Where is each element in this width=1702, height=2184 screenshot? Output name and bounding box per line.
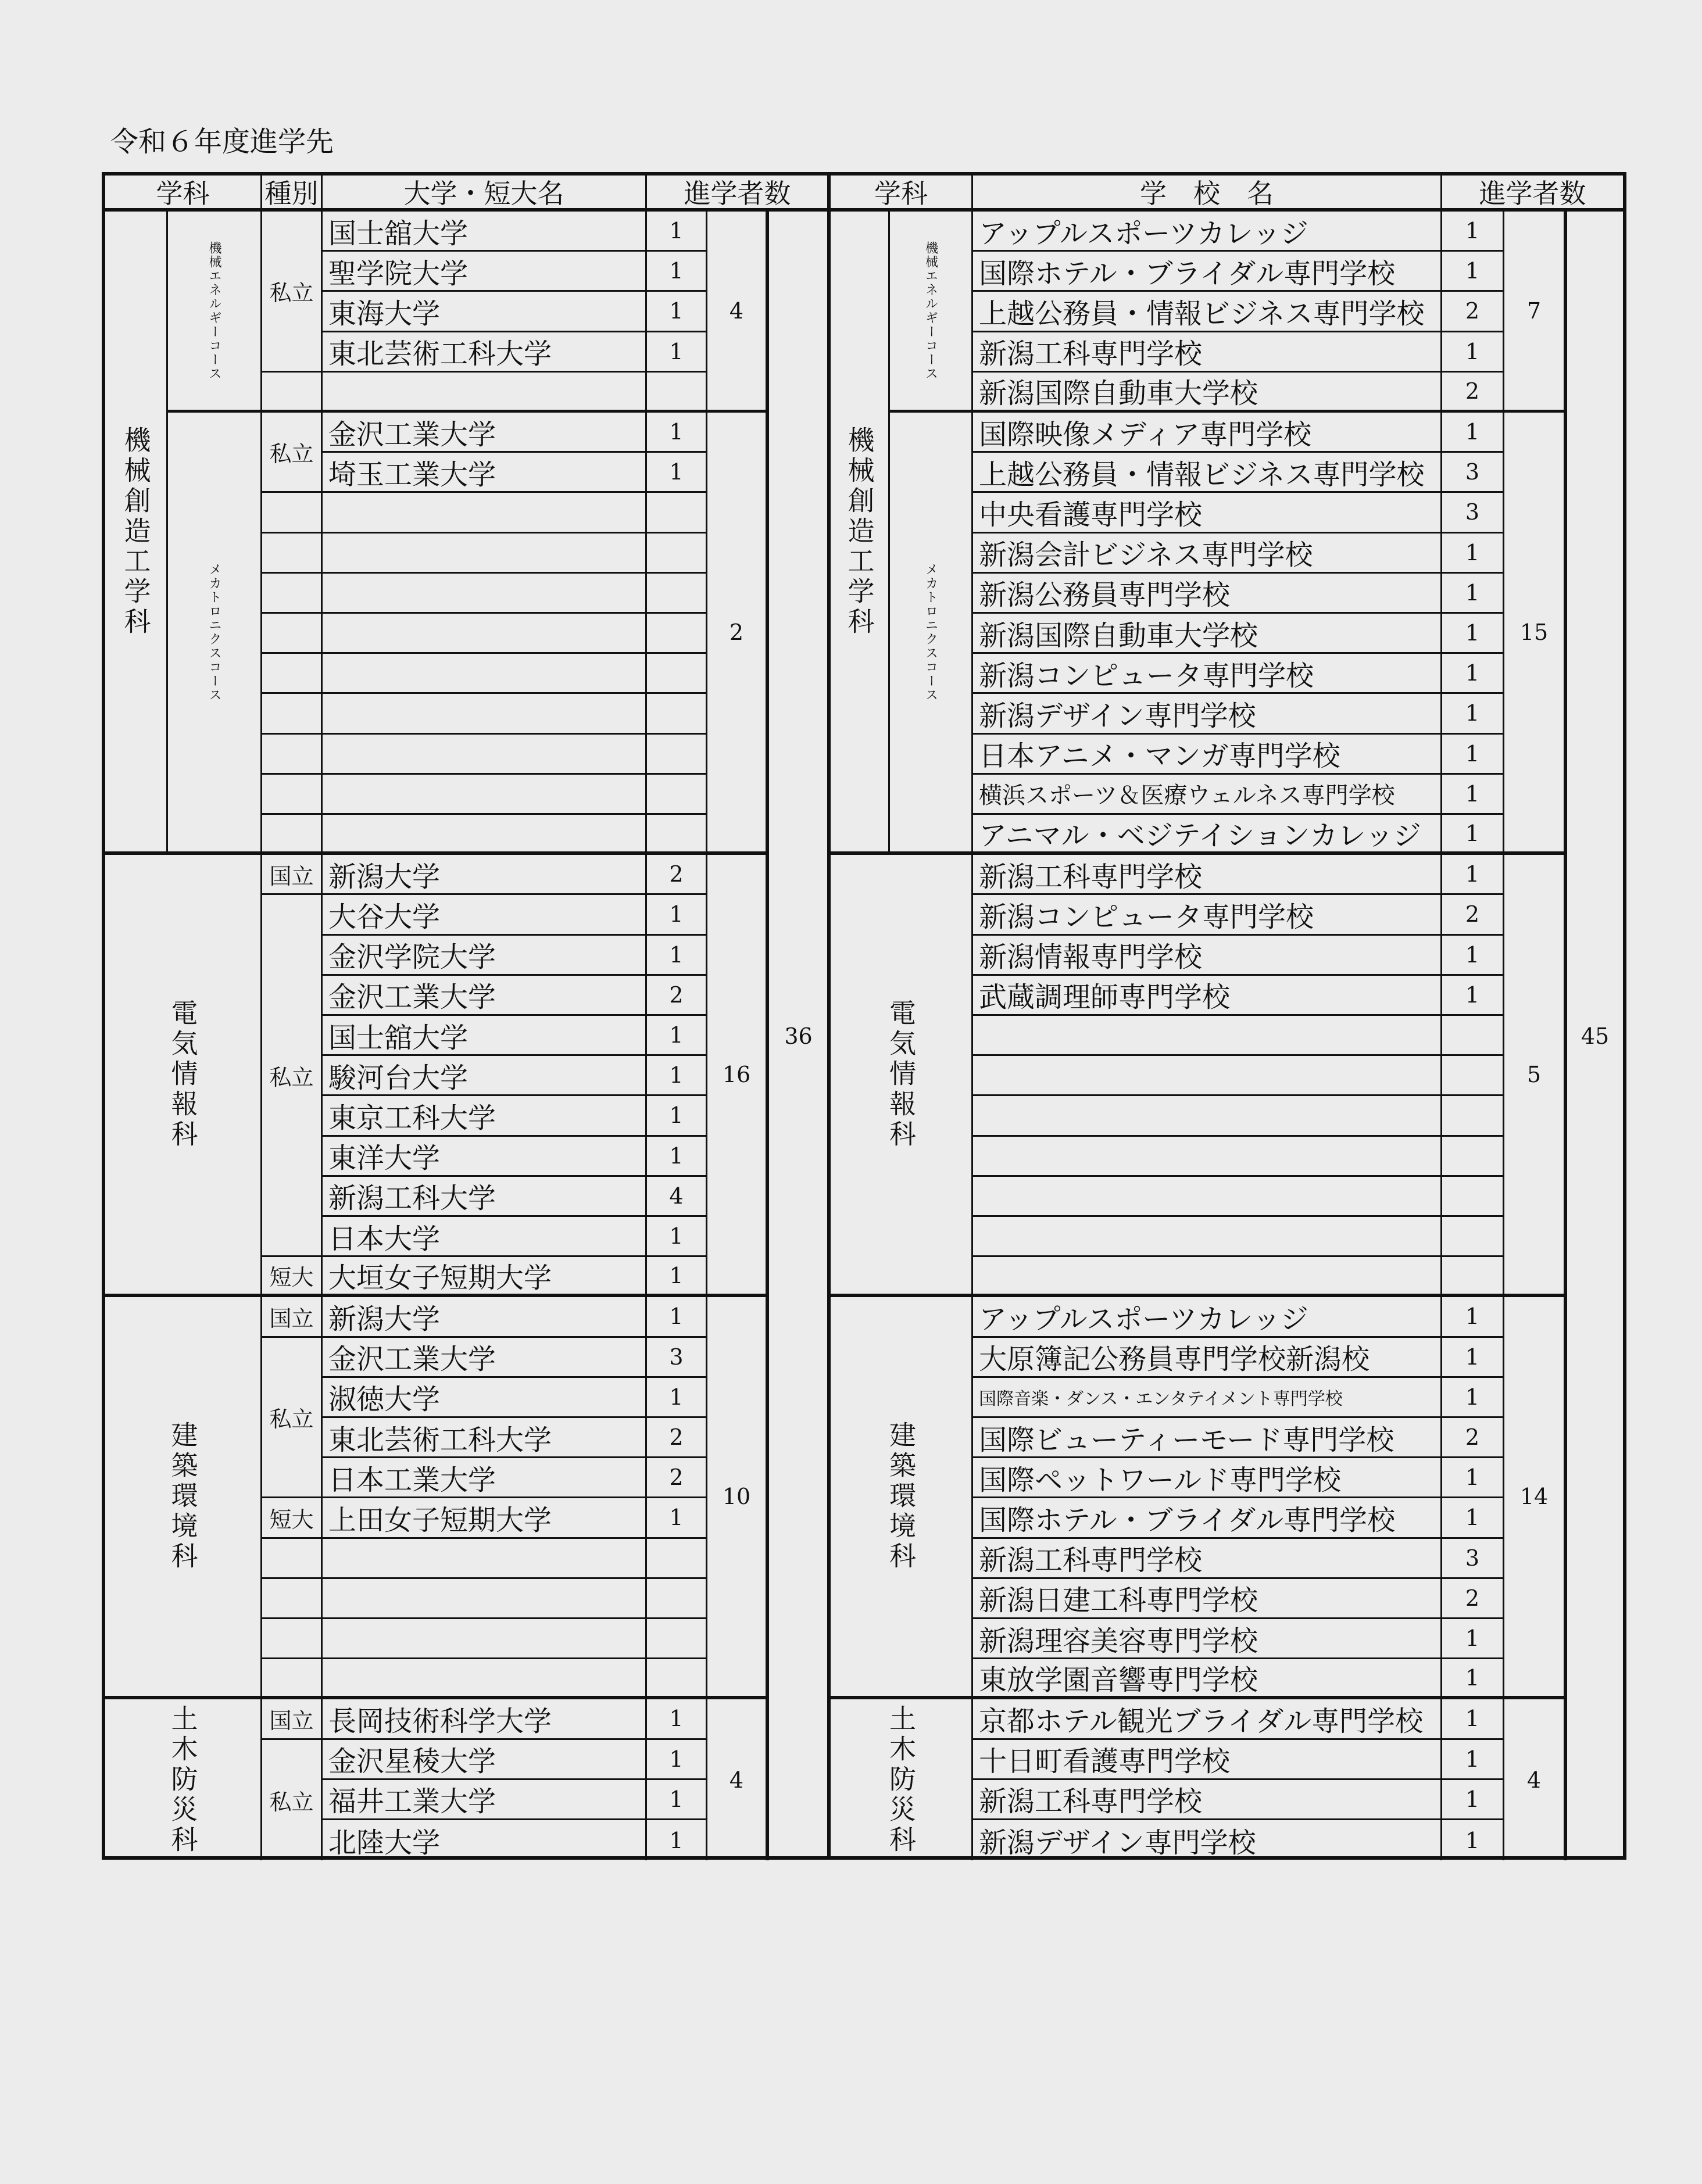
school-name: アップルスポーツカレッジ (973, 212, 1442, 252)
header-count: 進学者数 (647, 176, 828, 212)
school-name: アニマル・ベジテイションカレッジ (973, 815, 1442, 855)
school-name: 長岡技術科学大学 (323, 1699, 647, 1739)
school-name: 東京工科大学 (323, 1096, 647, 1136)
school-name: 東北芸術工科大学 (323, 1418, 647, 1458)
student-count: 1 (1442, 574, 1504, 614)
student-count: 1 (647, 1820, 707, 1860)
student-count: 1 (647, 1699, 707, 1739)
student-count: 1 (647, 1740, 707, 1780)
student-count: 1 (1442, 1498, 1504, 1538)
student-count: 1 (647, 252, 707, 292)
student-count: 1 (647, 1056, 707, 1096)
school-type (262, 815, 323, 855)
school-type: 私立 (262, 1740, 323, 1861)
student-count (1442, 1056, 1504, 1096)
student-count (1442, 1016, 1504, 1056)
school-name: 新潟工科専門学校 (973, 1780, 1442, 1820)
school-name: 東海大学 (323, 292, 647, 332)
school-name (323, 614, 647, 654)
student-count (647, 694, 707, 734)
subtotal: 4 (707, 1699, 769, 1860)
student-count (647, 574, 707, 614)
student-count: 1 (1442, 1659, 1504, 1699)
school-name (323, 373, 647, 413)
student-count (647, 614, 707, 654)
school-name: 上越公務員・情報ビジネス専門学校 (973, 453, 1442, 493)
student-count: 1 (1442, 1338, 1504, 1378)
student-count (647, 534, 707, 574)
school-name (973, 1217, 1442, 1257)
subtotal: 5 (1504, 855, 1567, 1297)
student-count: 2 (1442, 1418, 1504, 1458)
school-name: アップルスポーツカレッジ (973, 1297, 1442, 1337)
student-count: 1 (647, 1137, 707, 1177)
school-name: 新潟コンピュータ専門学校 (973, 654, 1442, 694)
school-name: 新潟工科専門学校 (973, 855, 1442, 895)
school-name: 十日町看護専門学校 (973, 1740, 1442, 1780)
school-name: 国際ビューティーモード専門学校 (973, 1418, 1442, 1458)
dept-label: 電気情報科 (831, 855, 973, 1297)
student-count: 2 (647, 855, 707, 895)
school-name: 新潟コンピュータ専門学校 (973, 895, 1442, 935)
school-type (262, 614, 323, 654)
school-name (323, 1539, 647, 1579)
school-type: 国立 (262, 1699, 323, 1739)
header-name: 学 校 名 (973, 176, 1442, 212)
student-count: 3 (1442, 1539, 1504, 1579)
student-count: 1 (1442, 775, 1504, 815)
school-name: 淑徳大学 (323, 1378, 647, 1418)
school-name (973, 1257, 1442, 1297)
student-count: 1 (647, 1498, 707, 1538)
student-count: 1 (1442, 332, 1504, 373)
school-type: 私立 (262, 1338, 323, 1499)
school-name: 新潟公務員専門学校 (973, 574, 1442, 614)
student-count (647, 493, 707, 533)
student-count: 1 (1442, 1740, 1504, 1780)
course-label: 機械エネルギーコース (890, 212, 973, 413)
student-count: 1 (1442, 1780, 1504, 1820)
school-name (973, 1016, 1442, 1056)
school-type (262, 1659, 323, 1699)
school-name: 国際ホテル・ブライダル専門学校 (973, 252, 1442, 292)
student-count: 1 (1442, 1297, 1504, 1337)
student-count: 3 (647, 1338, 707, 1378)
student-count (647, 735, 707, 775)
school-type: 私立 (262, 413, 323, 493)
school-name: 新潟国際自動車大学校 (973, 373, 1442, 413)
school-name: 武蔵調理師専門学校 (973, 976, 1442, 1016)
school-type (262, 1619, 323, 1659)
dept-label: 建築環境科 (105, 1297, 262, 1699)
school-type: 国立 (262, 855, 323, 895)
student-count: 1 (647, 332, 707, 373)
school-name: 新潟デザイン専門学校 (973, 694, 1442, 734)
school-name: 上田女子短期大学 (323, 1498, 647, 1538)
header-kind: 種別 (262, 176, 323, 212)
student-count: 2 (1442, 292, 1504, 332)
dept-label: 建築環境科 (831, 1297, 973, 1699)
student-count: 1 (1442, 735, 1504, 775)
school-name: 横浜スポーツ＆医療ウェルネス専門学校 (973, 775, 1442, 815)
grand-total: 36 (784, 1023, 813, 1049)
subtotal: 4 (1504, 1699, 1567, 1860)
student-count: 1 (1442, 694, 1504, 734)
student-count: 1 (1442, 534, 1504, 574)
school-name: 上越公務員・情報ビジネス専門学校 (973, 292, 1442, 332)
student-count: 4 (647, 1177, 707, 1217)
school-name: 新潟デザイン専門学校 (973, 1820, 1442, 1860)
school-name: 金沢学院大学 (323, 936, 647, 976)
vocational-school-table (827, 172, 1626, 1860)
student-count (647, 1619, 707, 1659)
school-name: 北陸大学 (323, 1820, 647, 1860)
course-label: メカトロニクスコース (890, 413, 973, 855)
course-label: 機械エネルギーコース (168, 212, 262, 413)
school-name: 大原簿記公務員専門学校新潟校 (973, 1338, 1442, 1378)
subtotal: 10 (707, 1297, 769, 1699)
school-type (262, 1539, 323, 1579)
student-count: 2 (1442, 895, 1504, 935)
student-count (647, 654, 707, 694)
school-name: 新潟大学 (323, 1297, 647, 1337)
subtotal: 14 (1504, 1297, 1567, 1699)
school-name: 新潟工科大学 (323, 1177, 647, 1217)
student-count: 1 (1442, 212, 1504, 252)
student-count: 2 (647, 1458, 707, 1498)
school-type (262, 534, 323, 574)
school-name: 金沢星稜大学 (323, 1740, 647, 1780)
student-count: 1 (647, 1257, 707, 1297)
school-type (262, 373, 323, 413)
school-name: 新潟大学 (323, 855, 647, 895)
student-count: 1 (647, 453, 707, 493)
student-count: 1 (647, 1096, 707, 1136)
school-name: 大谷大学 (323, 895, 647, 935)
school-name: 新潟国際自動車大学校 (973, 614, 1442, 654)
school-name: 京都ホテル観光ブライダル専門学校 (973, 1699, 1442, 1739)
student-count (1442, 1217, 1504, 1257)
student-count (1442, 1257, 1504, 1297)
school-name: 東放学園音響専門学校 (973, 1659, 1442, 1699)
school-name (323, 735, 647, 775)
school-name: 日本大学 (323, 1217, 647, 1257)
subtotal: 2 (707, 413, 769, 855)
university-table (102, 172, 831, 1860)
school-name: 福井工業大学 (323, 1780, 647, 1820)
school-type (262, 574, 323, 614)
course-label: メカトロニクスコース (168, 413, 262, 855)
school-name (323, 654, 647, 694)
dept-label: 土木防災科 (105, 1699, 262, 1860)
student-count: 1 (647, 212, 707, 252)
school-name (323, 775, 647, 815)
header-name: 大学・短大名 (323, 176, 647, 212)
student-count: 2 (647, 1418, 707, 1458)
student-count: 1 (1442, 252, 1504, 292)
student-count: 1 (1442, 936, 1504, 976)
student-count (647, 775, 707, 815)
school-name: 中央看護専門学校 (973, 493, 1442, 533)
student-count (1442, 1177, 1504, 1217)
school-name (323, 694, 647, 734)
school-name: 東洋大学 (323, 1137, 647, 1177)
school-type (262, 1579, 323, 1619)
subtotal: 16 (707, 855, 769, 1297)
school-name: 埼玉工業大学 (323, 453, 647, 493)
student-count: 1 (647, 1016, 707, 1056)
school-name: 新潟情報専門学校 (973, 936, 1442, 976)
subtotal: 15 (1504, 413, 1567, 855)
student-count: 1 (647, 1780, 707, 1820)
school-name: 日本工業大学 (323, 1458, 647, 1498)
student-count: 1 (1442, 413, 1504, 453)
header-dept: 学科 (105, 176, 262, 212)
school-name (323, 1579, 647, 1619)
school-name: 金沢工業大学 (323, 976, 647, 1016)
student-count (1442, 1137, 1504, 1177)
school-name: 国際ホテル・ブライダル専門学校 (973, 1498, 1442, 1538)
school-name: 新潟工科専門学校 (973, 1539, 1442, 1579)
student-count: 1 (647, 1378, 707, 1418)
school-name: 新潟理容美容専門学校 (973, 1619, 1442, 1659)
student-count: 1 (647, 895, 707, 935)
dept-label: 土木防災科 (831, 1699, 973, 1860)
student-count: 1 (1442, 1458, 1504, 1498)
school-name (973, 1137, 1442, 1177)
school-name (323, 574, 647, 614)
student-count: 1 (647, 292, 707, 332)
subtotal: 4 (707, 212, 769, 413)
student-count: 1 (1442, 614, 1504, 654)
school-name: 駿河台大学 (323, 1056, 647, 1096)
school-name: 新潟工科専門学校 (973, 332, 1442, 373)
school-name (323, 534, 647, 574)
student-count: 1 (1442, 1699, 1504, 1739)
school-name: 国際映像メディア専門学校 (973, 413, 1442, 453)
student-count (647, 1659, 707, 1699)
student-count (647, 1579, 707, 1619)
header-count: 進学者数 (1442, 176, 1623, 212)
school-type: 短大 (262, 1498, 323, 1538)
school-name: 新潟会計ビジネス専門学校 (973, 534, 1442, 574)
dept-label: 機械創造工学科 (105, 212, 168, 855)
school-type: 私立 (262, 212, 323, 373)
subtotal: 7 (1504, 212, 1567, 413)
school-type (262, 694, 323, 734)
student-count: 1 (1442, 1378, 1504, 1418)
school-name: 国士舘大学 (323, 1016, 647, 1056)
school-name: 東北芸術工科大学 (323, 332, 647, 373)
school-name: 金沢工業大学 (323, 1338, 647, 1378)
grand-total: 45 (1581, 1023, 1610, 1049)
school-name (323, 1619, 647, 1659)
student-count (647, 1539, 707, 1579)
student-count: 1 (1442, 815, 1504, 855)
school-name: 日本アニメ・マンガ専門学校 (973, 735, 1442, 775)
student-count: 1 (647, 936, 707, 976)
school-name (323, 493, 647, 533)
school-name: 国士舘大学 (323, 212, 647, 252)
school-type: 国立 (262, 1297, 323, 1337)
student-count (647, 815, 707, 855)
student-count: 1 (1442, 1619, 1504, 1659)
student-count: 1 (1442, 855, 1504, 895)
page-title: 令和６年度進学先 (110, 126, 334, 158)
dept-label: 機械創造工学科 (831, 212, 890, 855)
school-name: 聖学院大学 (323, 252, 647, 292)
school-type (262, 493, 323, 533)
dept-label: 電気情報科 (105, 855, 262, 1297)
school-type (262, 775, 323, 815)
school-name: 国際音楽・ダンス・エンタテイメント専門学校 (973, 1378, 1442, 1418)
school-type (262, 735, 323, 775)
school-type: 私立 (262, 895, 323, 1257)
student-count: 3 (1442, 493, 1504, 533)
student-count: 1 (647, 413, 707, 453)
school-name (323, 815, 647, 855)
school-name: 新潟日建工科専門学校 (973, 1579, 1442, 1619)
school-name (973, 1177, 1442, 1217)
school-type (262, 654, 323, 694)
school-name (973, 1096, 1442, 1136)
student-count: 1 (647, 1297, 707, 1337)
student-count: 1 (647, 1217, 707, 1257)
school-name: 国際ペットワールド専門学校 (973, 1458, 1442, 1498)
student-count (647, 373, 707, 413)
school-name (973, 1056, 1442, 1096)
student-count: 2 (647, 976, 707, 1016)
header-dept: 学科 (831, 176, 973, 212)
student-count: 1 (1442, 654, 1504, 694)
school-name: 大垣女子短期大学 (323, 1257, 647, 1297)
student-count: 3 (1442, 453, 1504, 493)
school-name: 金沢工業大学 (323, 413, 647, 453)
school-type: 短大 (262, 1257, 323, 1297)
school-name (323, 1659, 647, 1699)
student-count (1442, 1096, 1504, 1136)
student-count: 2 (1442, 1579, 1504, 1619)
student-count: 1 (1442, 1820, 1504, 1860)
student-count: 2 (1442, 373, 1504, 413)
student-count: 1 (1442, 976, 1504, 1016)
